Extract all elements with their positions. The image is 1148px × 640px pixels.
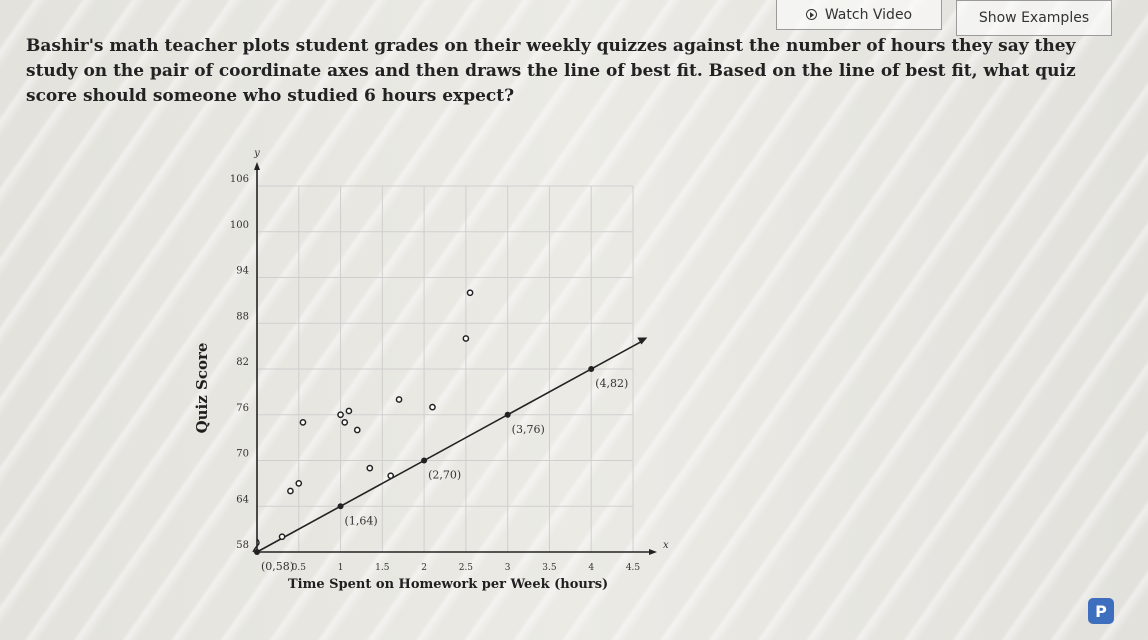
data-point-2 xyxy=(296,481,301,486)
data-point-3 xyxy=(300,420,305,425)
scatter-plot xyxy=(195,138,669,578)
x-tick-label-4: 2.5 xyxy=(458,563,474,573)
x-axis-symbol: x xyxy=(663,540,669,551)
watch-video-button[interactable] xyxy=(776,0,942,30)
y-tick-label-0: 58 xyxy=(236,540,249,551)
line-point-label-3: (3,76) xyxy=(511,422,545,436)
y-tick-label-6: 94 xyxy=(236,265,249,277)
data-point-0 xyxy=(279,534,284,539)
question-text: Bashir's math teacher plots student grades on their weekly quizzes against the number of hours they say they study on the pair of coordinate axes and then draws the line of best fit. Based on the line of best fit, what quiz score should someone who studied 6 hours expect? xyxy=(26,36,1076,106)
line-point-label-2: (2,70) xyxy=(428,468,462,482)
x-tick-label-2: 1.5 xyxy=(375,563,390,573)
y-tick-label-2: 70 xyxy=(236,448,249,460)
y-axis-arrow-icon xyxy=(254,162,260,170)
show-examples-label: Show Examples xyxy=(978,10,1090,26)
line-point-2 xyxy=(421,458,427,464)
x-tick-label-5: 3 xyxy=(504,563,511,573)
y-tick-label-4: 82 xyxy=(236,357,249,368)
play-circle-icon xyxy=(806,9,817,20)
data-point-6 xyxy=(346,408,351,413)
x-tick-label-6: 3.5 xyxy=(542,563,557,573)
y-tick-label-8: 106 xyxy=(229,174,249,185)
line-point-label-0: (0,58) xyxy=(261,560,295,573)
y-axis-symbol: y xyxy=(254,148,260,159)
line-point-3 xyxy=(505,412,511,418)
line-point-1 xyxy=(338,503,344,509)
data-point-1 xyxy=(288,488,293,493)
line-point-0 xyxy=(254,549,260,555)
x-tick-label-1: 1 xyxy=(337,563,344,573)
line-point-4 xyxy=(588,366,594,372)
best-fit-line xyxy=(257,342,641,552)
line-point-label-4: (4,82) xyxy=(595,377,629,390)
y-tick-label-1: 64 xyxy=(236,494,249,506)
watch-video-label: Watch Video xyxy=(824,6,913,23)
x-axis-label: Time Spent on Homework per Week (hours) xyxy=(288,577,609,592)
x-tick-label-0: 0.5 xyxy=(291,563,306,573)
data-point-11 xyxy=(430,405,435,410)
x-tick-label-8: 4.5 xyxy=(625,563,641,573)
x-tick-label-3: 2 xyxy=(421,563,427,573)
data-point-8 xyxy=(367,466,372,471)
y-tick-label-5: 88 xyxy=(236,311,249,323)
data-point-5 xyxy=(342,420,347,425)
line-point-label-1: (1,64) xyxy=(344,514,378,528)
show-examples-button[interactable] xyxy=(956,0,1112,36)
data-point-7 xyxy=(355,427,360,432)
y-axis-label: Quiz Score xyxy=(193,342,211,434)
data-point-10 xyxy=(396,397,401,402)
data-point-9 xyxy=(388,473,393,478)
data-point-4 xyxy=(338,412,343,417)
data-point-12 xyxy=(463,336,468,341)
y-tick-label-7: 100 xyxy=(229,219,249,231)
p-badge-icon[interactable]: P xyxy=(1088,598,1114,624)
y-tick-label-3: 76 xyxy=(236,402,249,414)
x-axis-arrow-icon xyxy=(649,549,657,555)
x-tick-label-7: 4 xyxy=(588,563,595,573)
data-point-13 xyxy=(467,290,472,295)
